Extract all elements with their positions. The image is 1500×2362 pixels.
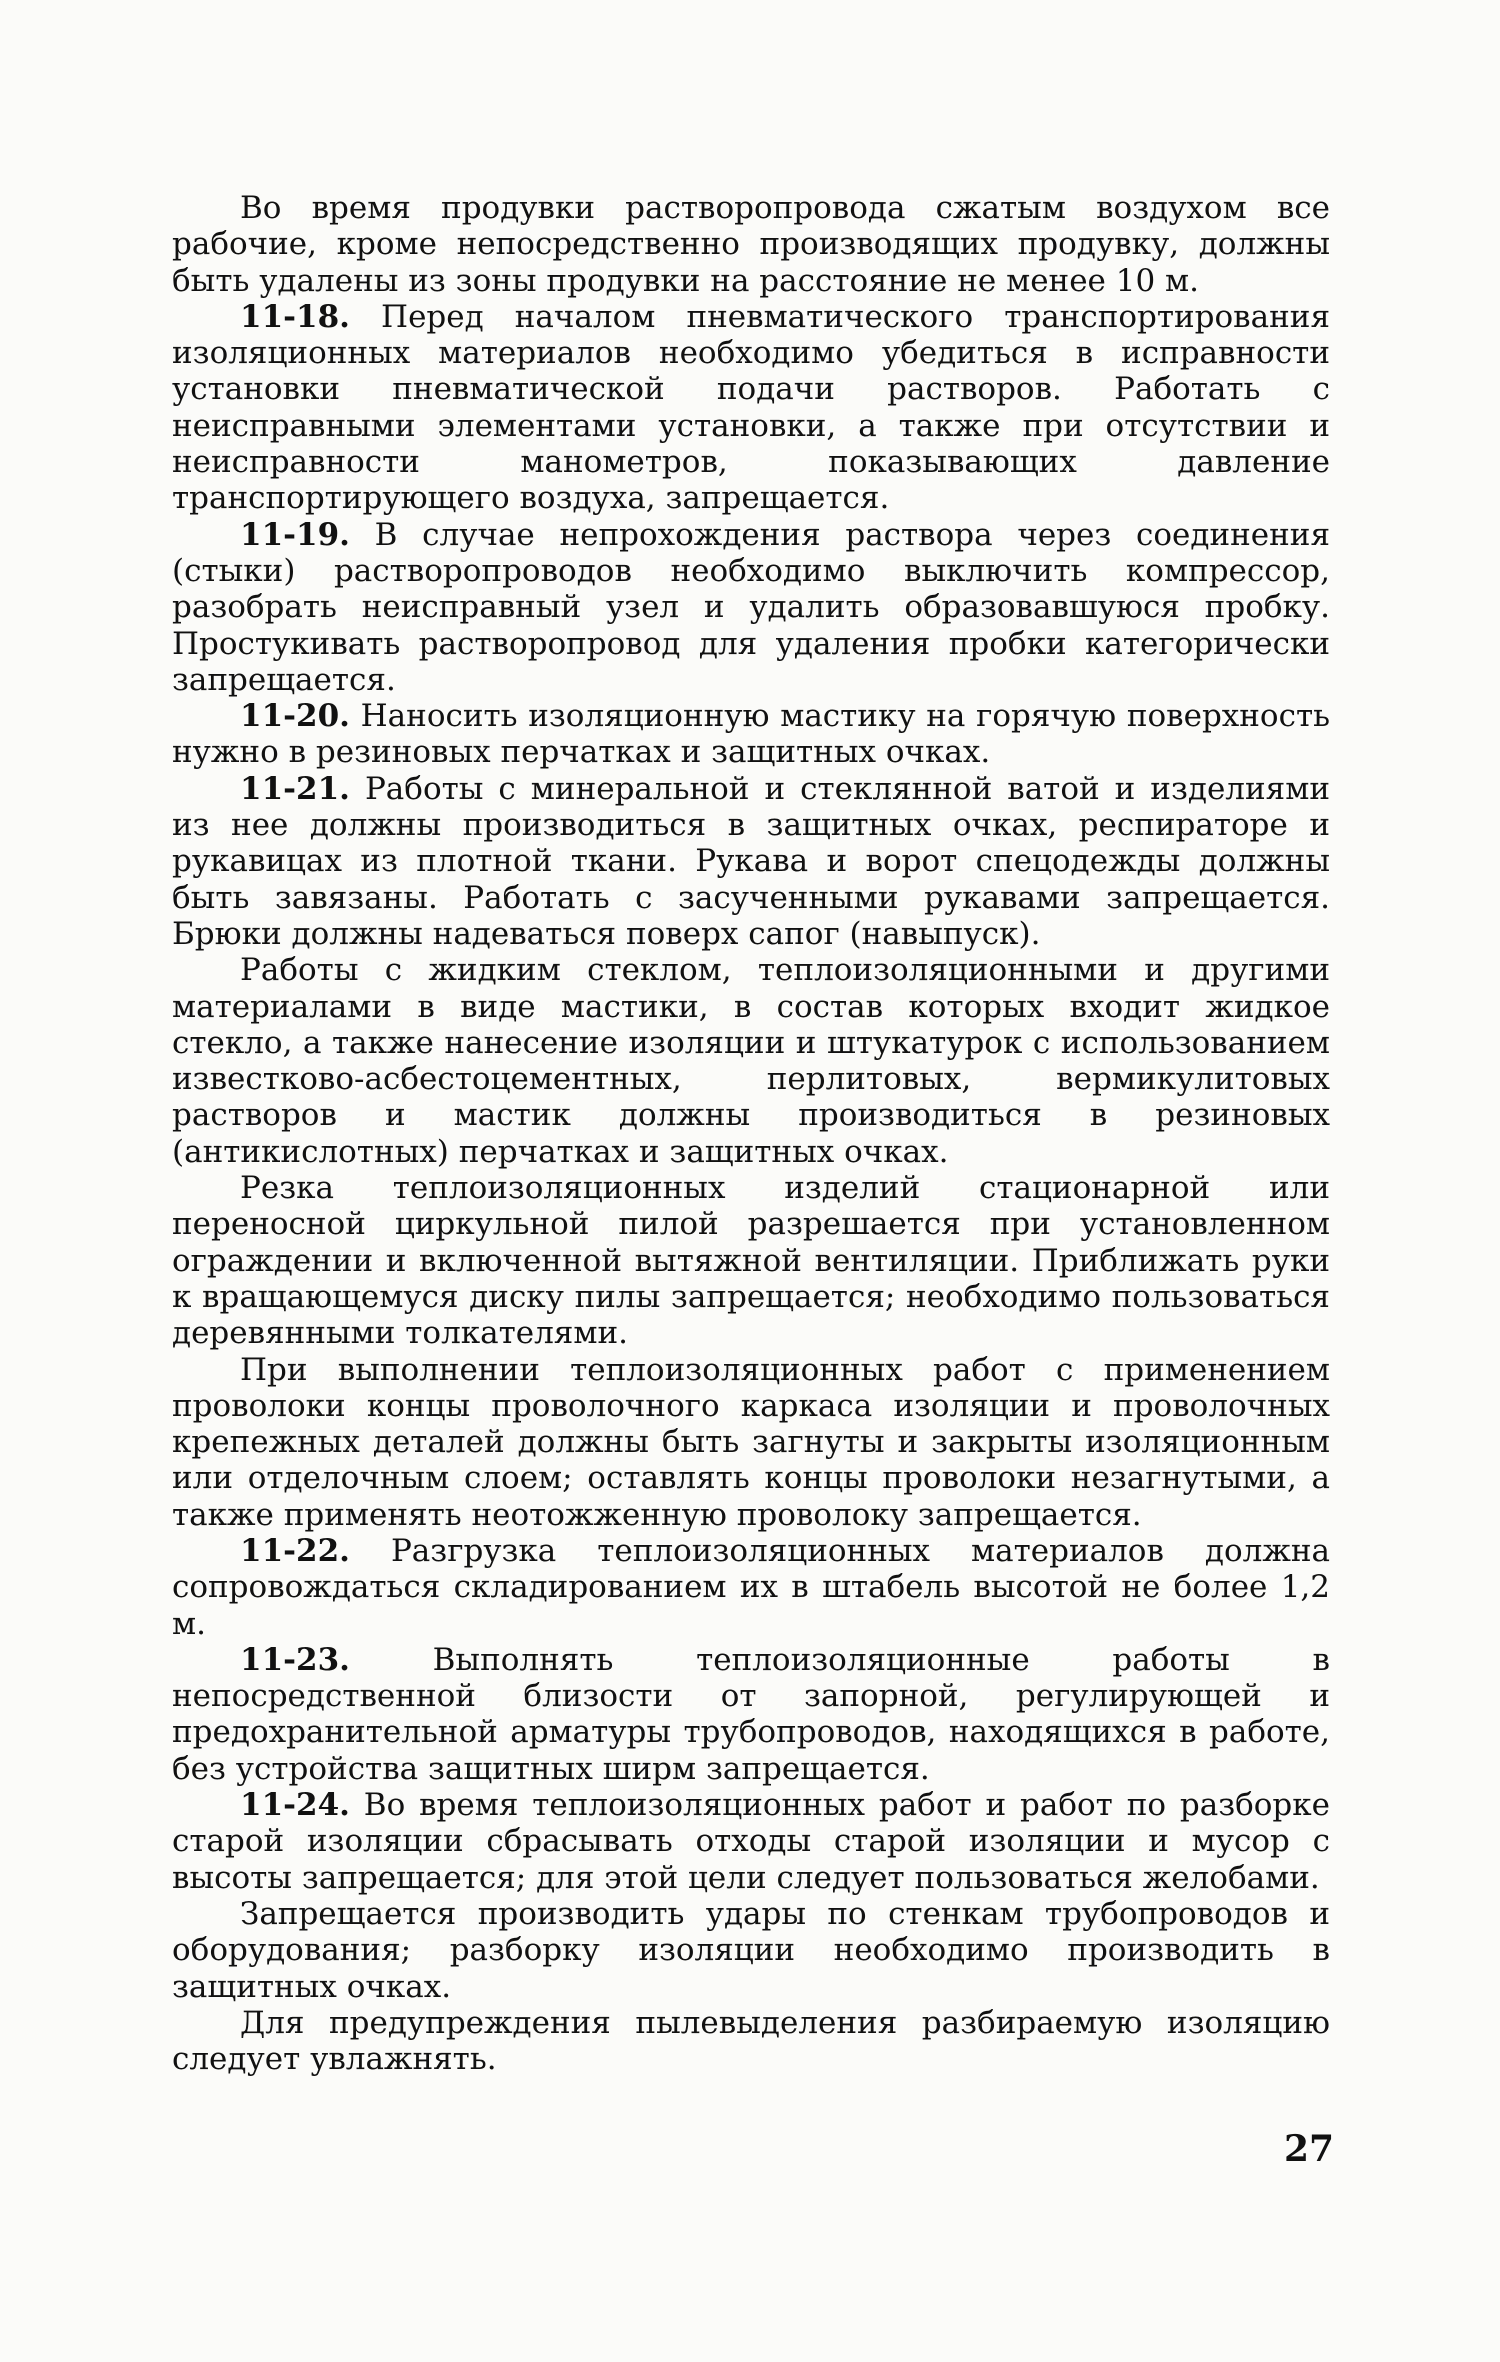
paragraph-11-21: 11-21. Работы с минеральной и стеклянной ватой и изделиями из нее должны производиться в защитных очках, респираторе и рукавицах из плотной ткани. Рукава и ворот спецодежды должны быть завязаны. Работать с засученными рукавами запрещается. Брюки должны надеваться поверх сапог (навыпуск). [172,770,1330,952]
paragraph: При выполнении теплоизоляционных работ с применением проволоки концы проволочного каркаса изоляции и проволочных крепежных деталей должны быть загнуты и закрыты изоляционным или отделочным слоем; оставлять концы проволоки незагнутыми, а также применять неотожженную проволоку запрещается. [172,1351,1330,1533]
paragraph: Во время продувки растворопровода сжатым воздухом все рабочие, кроме непосредственно производящих продувку, должны быть удалены из зоны продувки на расстояние не менее 10 м. [172,190,1330,299]
paragraph-11-23: 11-23. Выполнять теплоизоляционные работы в непосредственной близости от запорной, регулирующей и предохранительной арматуры трубопроводов, находящихся в работе, без устройства защитных ширм запрещается. [172,1641,1330,1787]
clause-number: 11-23. [240,1641,350,1678]
paragraph-11-22: 11-22. Разгрузка теплоизоляционных материалов должна сопровождаться складированием их в штабель высотой не более 1,2 м. [172,1532,1330,1642]
clause-number: 11-22. [240,1532,350,1569]
clause-number: 11-20. [240,698,350,735]
clause-number: 11-24. [240,1787,350,1824]
paragraph-11-18: 11-18. Перед началом пневматического транспортирования изоляционных материалов необходимо убедиться в исправности установки пневматической подачи растворов. Работать с неисправными элементами установки, а также при отсутствии и неисправности манометров, показывающих давление транспортирующего воздуха, запрещается. [172,298,1330,517]
paragraph: Работы с жидким стеклом, теплоизоляционными и другими материалами в виде мастики, в состав которых входит жидкое стекло, а также нанесение изоляции и штукатурок с использованием известково-асбестоцементных, перлитовых, вермикулитовых растворов и мастик должны производиться в резиновых (антикислотных) перчатках и защитных очках. [172,952,1330,1170]
body-text [172,190,1330,2077]
page-number: 27 [1284,2128,1335,2170]
paragraph: Резка теплоизоляционных изделий стационарной или переносной циркульной пилой разрешается при установленном ограждении и включенной вытяжной вентиляции. Приближать руки к вращающемуся диску пилы запрещается; необходимо пользоваться деревянными толкателями. [172,1170,1330,1352]
paragraph: Запрещается производить удары по стенкам трубопроводов и оборудования; разборку изоляции необходимо производить в защитных очках. [172,1895,1330,2005]
clause-number: 11-19. [240,516,350,553]
paragraph-11-24: 11-24. Во время теплоизоляционных работ и работ по разборке старой изоляции сбрасывать отходы старой изоляции и мусор с высоты запрещается; для этой цели следует пользоваться желобами. [172,1787,1330,1896]
paragraph: Для предупреждения пылевыделения разбираемую изоляцию следует увлажнять. [172,2004,1330,2078]
paragraph-11-20: 11-20. Наносить изоляционную мастику на горячую поверхность нужно в резиновых перчатках и защитных очках. [172,698,1330,771]
clause-number: 11-21. [240,770,350,807]
paragraph-11-19: 11-19. В случае непрохождения раствора через соединения (стыки) растворопроводов необходимо выключить компрессор, разобрать неисправный узел и удалить образовавшуюся пробку. Простукивать растворопровод для удаления пробки категорически запрещается. [172,516,1330,698]
clause-number: 11-18. [240,298,350,335]
